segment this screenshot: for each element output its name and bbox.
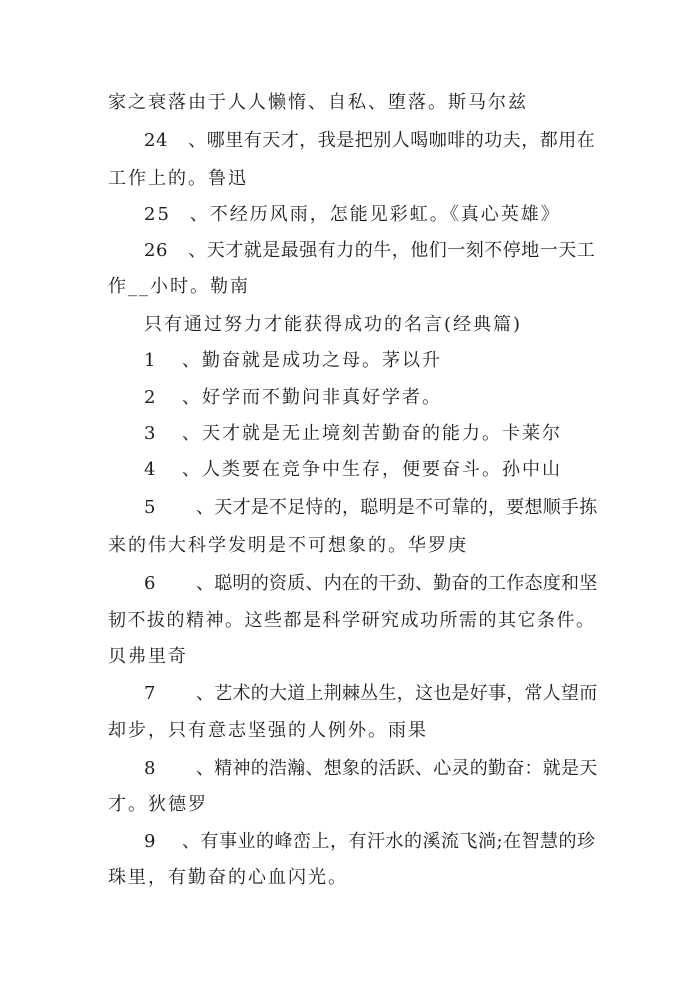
item-number: 7 — [144, 683, 156, 704]
text-line: 家之衰落由于人人懒惰、自私、堕落。斯马尔兹 — [108, 92, 528, 113]
quote-9 — [144, 831, 596, 853]
item-number: 26 — [144, 240, 168, 261]
text-line: 才。狄德罗 — [108, 794, 208, 815]
text-line: 贝弗里奇 — [108, 646, 188, 667]
quote-8 — [144, 758, 598, 780]
item-number: 2 — [144, 387, 158, 408]
item-number: 9 — [144, 831, 156, 852]
item-text: 、天才就是最强有力的牛，他们一刻不停地一天工 — [188, 240, 596, 261]
quote-7 — [144, 683, 598, 705]
item-text: 、不经历风雨，怎能见彩虹。《真心英雄》 — [189, 204, 561, 225]
text-line: 韧不拔的精神。这些都是科学研究成功所需的其它条件。 — [108, 610, 596, 631]
item-text: 、人类要在竞争中生存，便要奋斗。孙中山 — [182, 459, 562, 480]
item-text: 、哪里有天才，我是把别人喝咖啡的功夫，都用在 — [188, 130, 596, 151]
item-text: 、精神的浩瀚、想象的活跃、心灵的勤奋：就是天 — [196, 758, 598, 779]
item-number: 1 — [144, 350, 158, 371]
item-number: 4 — [144, 459, 158, 480]
item-number: 5 — [144, 497, 156, 518]
quote-2 — [144, 387, 442, 409]
item-number: 25 — [144, 204, 171, 225]
item-number: 6 — [144, 573, 156, 594]
section-heading: 只有通过努力才能获得成功的名言(经典篇) — [144, 314, 523, 335]
quote-5 — [144, 497, 598, 519]
text-line: 工作上的。鲁迅 — [108, 168, 248, 189]
item-text: 、艺术的大道上荆棘丛生，这也是好事，常人望而 — [196, 683, 598, 704]
quote-24 — [144, 130, 595, 152]
item-text: 、天才就是无止境刻苦勤奋的能力。卡莱尔 — [182, 423, 562, 444]
quote-3 — [144, 423, 562, 445]
text-line: 珠里，有勤奋的心血闪光。 — [108, 867, 348, 888]
item-text: 、有事业的峰峦上，有汗水的溪流飞淌;在智慧的珍 — [182, 831, 596, 852]
quote-6 — [144, 573, 598, 595]
item-number: 3 — [144, 423, 158, 444]
text-line: 却步，只有意志坚强的人例外。雨果 — [108, 720, 428, 741]
item-text: 、勤奋就是成功之母。茅以升 — [182, 350, 442, 371]
quote-4 — [144, 459, 562, 481]
text-line: 作__小时。勒南 — [108, 276, 250, 297]
item-text: 、天才是不足恃的，聪明是不可靠的，要想顺手拣 — [196, 497, 598, 518]
quote-1 — [144, 350, 442, 372]
quote-26 — [144, 240, 595, 262]
item-number: 24 — [144, 130, 168, 151]
item-text: 、好学而不勤问非真好学者。 — [182, 387, 442, 408]
quote-25 — [144, 204, 561, 226]
item-text: 、聪明的资质、内在的干劲、勤奋的工作态度和坚 — [196, 573, 598, 594]
text-line: 来的伟大科学发明是不可想象的。华罗庚 — [108, 535, 468, 556]
item-number: 8 — [144, 758, 156, 779]
